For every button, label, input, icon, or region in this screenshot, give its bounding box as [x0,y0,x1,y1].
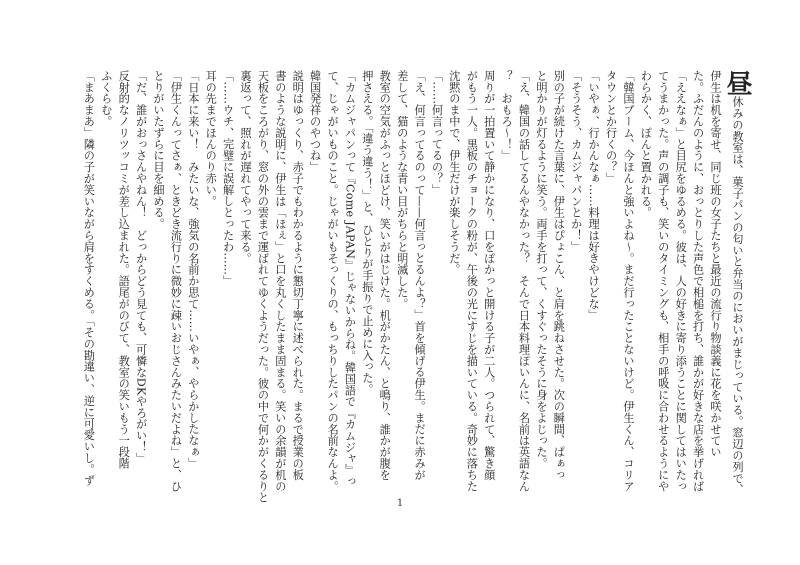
text-line: とりがいたずらに目を細める。 [152,70,165,230]
text-line: 差して、猫のような青い目がちらと明滅した。 [395,70,409,310]
text-line: 「え、何言ってるのって——何言っとるんよ？」首を傾げる伊生。まだに赤みが [413,70,427,481]
text-line: 書のような説明に、伊生は「ほぇ」と口を丸くしたまま固まる。笑いの余韻が机の [273,70,287,492]
text-line: 「……ウチ、完璧に誤解しとったわ……」 [221,70,235,287]
text-line: 「え、韓国の話してるんやなかった？ そんで日本料理ぽいんに、名前は英語なん [517,70,531,492]
text-line: 耳の先までほんのり赤い。 [204,70,218,207]
text-line: 「韓国ブーム、今ほんと強いよね〜。まだ行ったことないけど。伊生くん、コリア [621,70,635,492]
text-line: 「そうそう、カムジャパンとか！」 [569,70,583,253]
text-line: 「ええなぁ」と目尻をゆるめる。彼は、人の好きに寄り添うことに関してはいたっ [674,70,688,492]
text-line: 押さえる。「違う違う！」と、ひとりが手振りで止めに入った。 [360,70,374,395]
text-line: と明かりが灯るように笑う。両手を打って、くすぐったそうに身をよじった。 [534,70,548,469]
text-line: てうまかった。声の調子も、笑いのタイミングも、相手の呼吸に合わせるようにや [656,70,670,492]
first-line-text: 休みの教室は、菓子パンの匂いと弁当のにおいがまじっている。窓辺の列で、 [731,96,744,496]
text-line: 沈黙のま中で、伊生だけが楽しそうだ。 [447,70,461,276]
text-line: わらかく、ぽんと置かれる。 [639,70,653,219]
text-line: ？ おもろ〜！」 [500,70,514,162]
text-line: 別の子が続けた言葉に、伊生はぴょこん、と肩を跳ねさせた。次の瞬間、ぱぁっ [552,70,566,481]
text-line: 「……何言ってるの？」 [430,70,444,196]
text-line: 説明はゆっくり、赤子でもわかるように懇切丁寧に述べられた。まるで授業の板 [291,70,305,481]
text-line: 「カムジャパンって『Come JAPAN』じゃないからね。韓国語で『カムジャ』っ [343,70,357,488]
text-line: 周りが一拍置いて静かになり、口をぽかっと開ける子が二人。つられて、驚き顔 [482,70,496,481]
text-line: 天板をころがり、窓の外の雲まで運ばれてゆくようだった。彼の中で何かがくるりと [256,70,270,504]
text-line: 韓国発祥のやつね」 [308,70,322,173]
text-line: 「日本に来い！ みたいな、強気の名前か思て……いやぁ、やらかしたなぁ」 [186,70,200,469]
page-number: 1 [396,498,404,509]
text-line: タウンとか行くの？」 [604,70,618,184]
text-line: 教室の空気がふっとほどけ、笑いがはじけた。机がかたん、と鳴り、誰かが腹を [378,70,392,481]
drop-cap-heading: 昼 [722,70,752,97]
text-line: 「いやぁ、行かんなぁ……料理は好きやけどな」 [587,70,601,321]
text-line: た。ふだんのように、おっとりした声色で相槌を打ち、誰かが好きな店を挙げれば [691,70,705,492]
text-line: 「まあまあ」隣の子が笑いながら肩をすくめる。「その勘違い、逆に可愛いし。ず [82,70,96,487]
body-text [80,70,752,504]
text-line: 裏返って、照れが遅れてやって来る。 [239,70,253,264]
first-line [722,70,752,496]
text-line: 反射的なノリツッコミが差し込まれた。語尾がのびて、教室の笑いもう一段階 [117,70,131,469]
text-line: 「だ、誰がおっさんやねん！ どっからどう見ても、可憐なDKやろがい！」 [134,70,148,464]
text-line: がもう一人。黒板のチョークの粉が、午後の光にすじを描いている。奇妙に落ちた [465,70,479,492]
text-line: ふくらむ。 [99,70,113,127]
text-line: て、じゃがいものこと。じゃがいもそっくりの、もっちりしたパンの名前なんよ。 [326,70,340,492]
text-line: 「伊生くんってさぁ、ときどき流行りに微妙に疎いおじさんみたいだよね」と、ひ [169,70,183,492]
text-line: 伊生は机を寄せ、同じ班の女子たちと最近の流行り物談義に花を咲かせてい [709,70,722,458]
